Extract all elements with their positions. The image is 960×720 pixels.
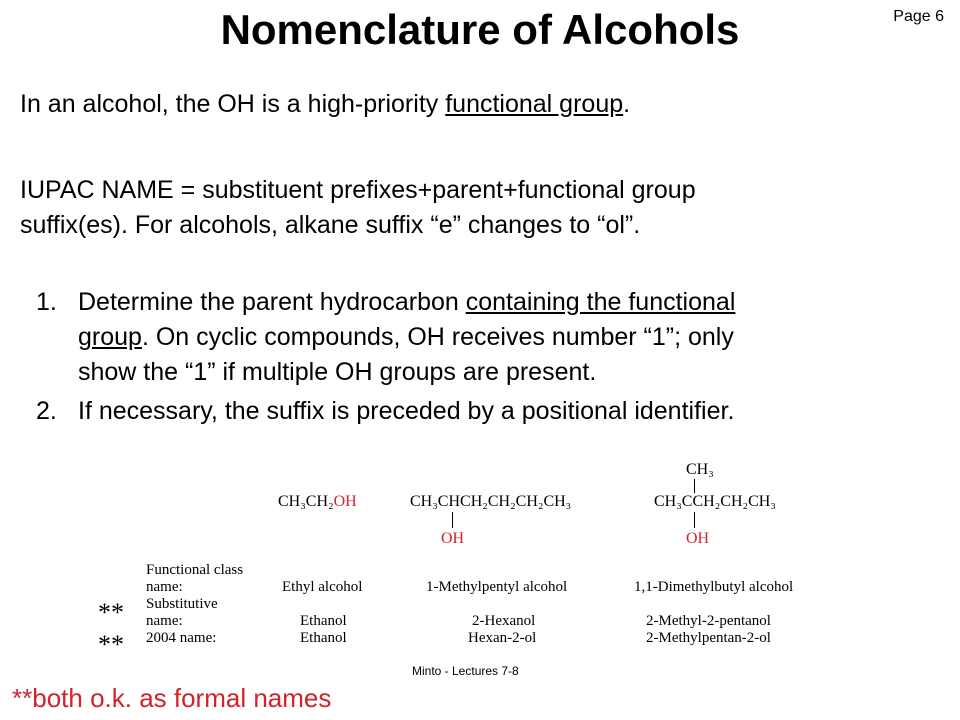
asterisks-substitutive: ** bbox=[98, 598, 124, 627]
footnote: **both o.k. as formal names bbox=[12, 683, 332, 713]
hexanol-class-name: 1-Methylpentyl alcohol bbox=[426, 579, 568, 595]
pentanol-methyl: CH₃ bbox=[686, 461, 714, 478]
rule-1-text-a: Determine the parent hydrocarbon bbox=[78, 288, 466, 316]
ethanol-class-name: Ethyl alcohol bbox=[282, 579, 363, 595]
functional-group-term: functional group bbox=[445, 90, 624, 118]
hexanol-substitutive-name: 2-Hexanol bbox=[472, 613, 536, 629]
footer-credit: Minto - Lectures 7-8 bbox=[412, 664, 519, 678]
hexanol-bond bbox=[452, 512, 453, 528]
ethanol-chain: CH₃CH₂ bbox=[278, 493, 334, 510]
pentanol-bond-bottom bbox=[694, 512, 695, 528]
intro-period: . bbox=[623, 90, 631, 118]
pentanol-bond-top bbox=[694, 479, 695, 493]
intro-sentence: In an alcohol, the OH is a high-priority bbox=[20, 90, 446, 118]
pentanol-class-name: 1,1-Dimethylbutyl alcohol bbox=[634, 579, 794, 595]
structure-pentanol-chain: CH₃CCH₂CH₂CH₃ bbox=[654, 493, 776, 510]
hexanol-oh: OH bbox=[441, 530, 465, 547]
page-title: Nomenclature of Alcohols bbox=[220, 6, 740, 53]
rule-1-number: 1. bbox=[36, 288, 57, 316]
ethanol-substitutive-name: Ethanol bbox=[300, 613, 347, 629]
rule-1-text-b: . On cyclic compounds, OH receives number “1”; only bbox=[141, 323, 734, 351]
structure-hexanol-chain: CH₃CHCH₂CH₂CH₂CH₃ bbox=[410, 493, 572, 510]
rule-1-line-2 bbox=[78, 323, 734, 352]
hexanol-2004-name: Hexan-2-ol bbox=[468, 630, 537, 646]
pentanol-substitutive-name: 2-Methyl-2-pentanol bbox=[646, 613, 771, 629]
pentanol-2004-name: 2-Methylpentan-2-ol bbox=[646, 630, 771, 646]
rule-1-line-3: show the “1” if multiple OH groups are present. bbox=[78, 358, 597, 386]
rule-1-line-1 bbox=[78, 288, 735, 317]
intro-text bbox=[20, 90, 630, 119]
ethanol-2004-name: Ethanol bbox=[300, 630, 347, 646]
asterisks-2004: ** bbox=[98, 630, 124, 659]
rule-2-number: 2. bbox=[36, 397, 57, 425]
label-2004-name: 2004 name: bbox=[146, 630, 217, 646]
rule-1-underlined-b: group bbox=[78, 323, 142, 351]
iupac-line-1: IUPAC NAME = substituent prefixes+parent+functional group bbox=[20, 176, 696, 204]
page-number: Page 6 bbox=[893, 8, 944, 25]
label-functional-class: Functional class bbox=[146, 562, 244, 578]
label-name-2: name: bbox=[146, 613, 183, 629]
rule-2-text: If necessary, the suffix is preceded by a positional identifier. bbox=[78, 397, 735, 425]
label-name-1: name: bbox=[146, 579, 183, 595]
rule-1-underlined-a: containing the functional bbox=[465, 288, 736, 316]
structure-ethanol bbox=[278, 493, 357, 511]
pentanol-oh: OH bbox=[686, 530, 710, 547]
ethanol-oh: OH bbox=[333, 493, 357, 510]
iupac-line-2: suffix(es). For alcohols, alkane suffix “e” changes to “ol”. bbox=[20, 211, 641, 239]
label-substitutive: Substitutive bbox=[146, 596, 218, 612]
